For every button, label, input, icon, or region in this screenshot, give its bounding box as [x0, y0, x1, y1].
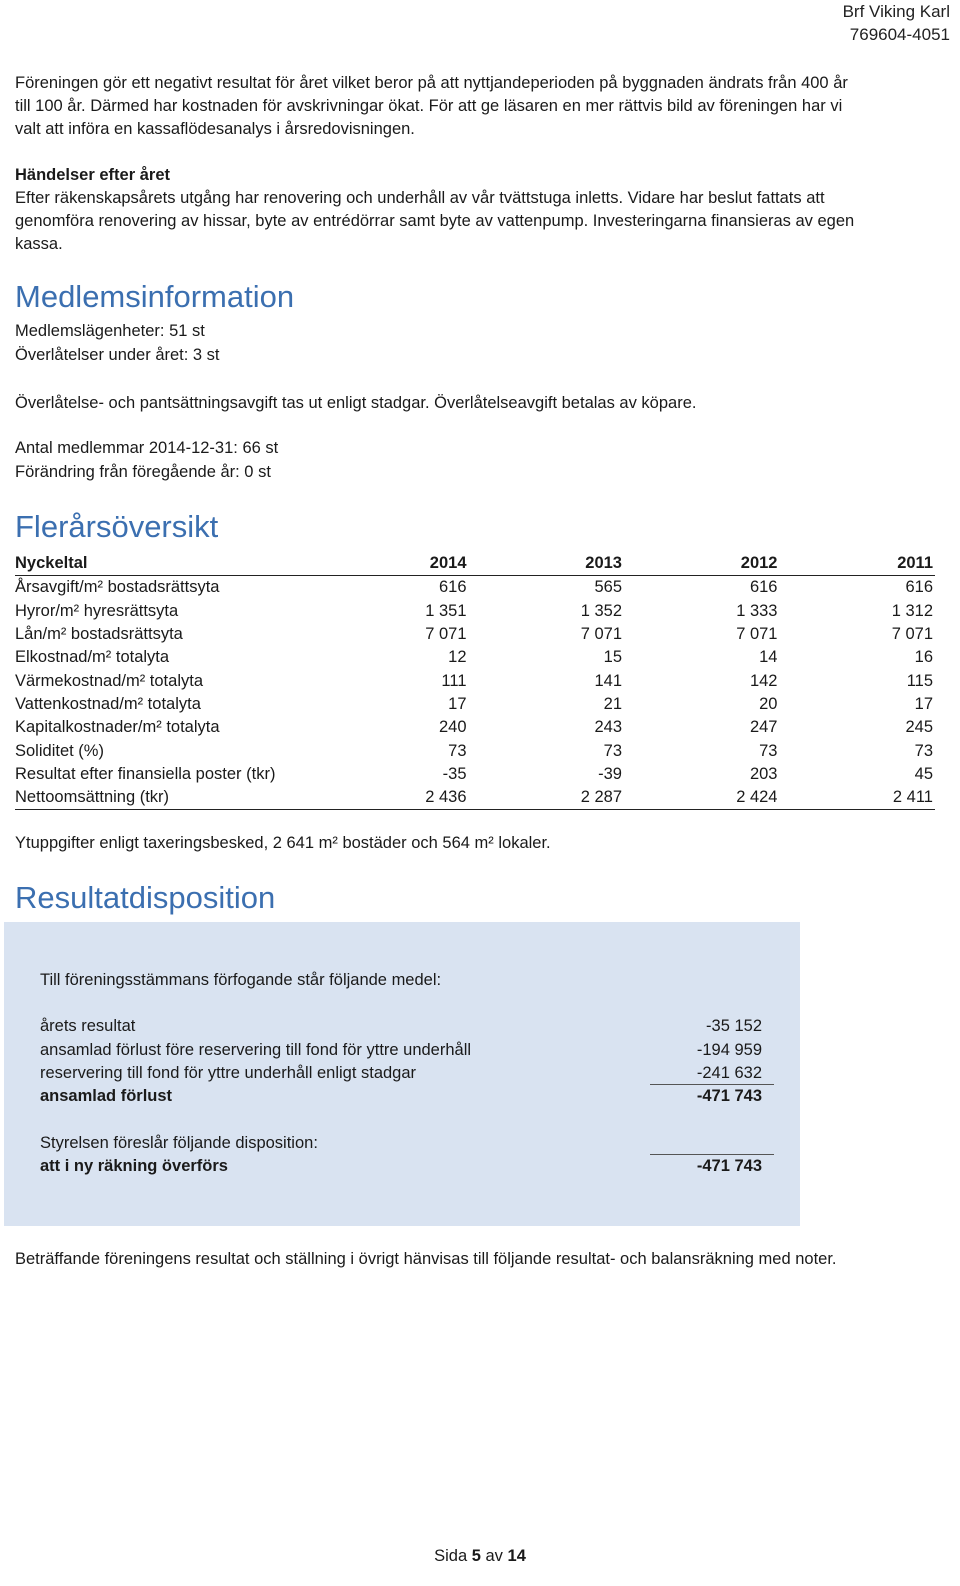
row-label: Hyror/m² hyresrättsyta: [15, 601, 179, 620]
table-row: [15, 600, 935, 623]
cell-value: 16: [914, 648, 933, 667]
row-label: Elkostnad/m² totalyta: [15, 648, 170, 667]
cell-value: 616: [749, 578, 778, 597]
cell-value: 45: [914, 764, 933, 783]
cell-value: 142: [749, 671, 778, 690]
cell-value: 17: [914, 694, 933, 713]
table-row: [15, 623, 935, 646]
table-row: [15, 786, 935, 810]
cell-value: 247: [749, 718, 778, 737]
cell-value: 21: [603, 694, 622, 713]
cell-value: 20: [759, 694, 778, 713]
cell-value: 12: [448, 648, 467, 667]
document-header: [843, 0, 950, 46]
table-header-row: [15, 552, 935, 576]
closing-text: Beträffande föreningens resultat och ställning i övrigt hänvisas till följande resultat- och balansräkning med noter.: [15, 1250, 837, 1268]
row-label: Årsavgift/m² bostadsrättsyta: [15, 578, 220, 597]
overview-table: [15, 552, 935, 810]
carry-label: att i ny räkning överförs: [40, 1157, 228, 1175]
row-label: Värmekostnad/m² totalyta: [15, 671, 203, 690]
column-header: Nyckeltal: [15, 552, 313, 576]
row-label: Soliditet (%): [15, 741, 104, 760]
disposition-title: Resultatdisposition: [15, 880, 276, 915]
cell-value: 73: [448, 741, 467, 760]
cell-value: 1 333: [736, 601, 778, 620]
row-label: Lån/m² bostadsrättsyta: [15, 625, 183, 644]
intro-line: valt att införa en kassaflödesanalys i årsredovisningen.: [15, 120, 415, 138]
row-label: Nettoomsättning (tkr): [15, 786, 313, 810]
cell-value: 141: [594, 671, 622, 690]
cell-value: 7 071: [425, 625, 467, 644]
cell-value: 1 352: [580, 601, 622, 620]
cell-value: 1 351: [425, 601, 467, 620]
table-row: [15, 693, 935, 716]
item-label: ansamlad förlust före reservering till fond för yttre underhåll: [40, 1041, 472, 1059]
page-number: 5: [471, 1547, 481, 1565]
events-line: kassa.: [15, 235, 63, 253]
members-change: Förändring från föregående år: 0 st: [15, 463, 271, 481]
table-row: [15, 763, 935, 786]
cell-value: 73: [914, 741, 933, 760]
item-label: ansamlad förlust: [40, 1087, 173, 1105]
table-row: [15, 669, 935, 692]
carry-amount: -471 743: [696, 1157, 762, 1175]
table-row: [15, 576, 935, 600]
disposition-item: [40, 1062, 762, 1085]
members-fees: Överlåtelse- och pantsättningsavgift tas ut enligt stadgar. Överlåtelseavgift betalas av köpare.: [15, 394, 697, 412]
table-row: [15, 716, 935, 739]
cell-value: 2 436: [313, 786, 468, 810]
events-line: Efter räkenskapsårets utgång har renovering och underhåll av vår tvättstuga inletts. Vidare har beslut fattats att: [15, 189, 825, 207]
cell-value: 2 287: [469, 786, 624, 810]
intro-line: Föreningen gör ett negativt resultat för året vilket beror på att nyttjandeperioden på byggnaden ändrats från 400 år: [15, 74, 848, 92]
members-title: Medlemsinformation: [15, 279, 295, 314]
disposition-proposal: Styrelsen föreslår följande disposition:: [40, 1134, 318, 1152]
item-label: årets resultat: [40, 1017, 136, 1035]
cell-value: 73: [603, 741, 622, 760]
overview-title: Flerårsöversikt: [15, 509, 219, 544]
cell-value: -35: [442, 764, 467, 783]
cell-value: 1 312: [891, 601, 933, 620]
cell-value: 2 424: [624, 786, 779, 810]
item-amount: -35 152: [706, 1017, 762, 1035]
cell-value: 14: [759, 648, 778, 667]
row-label: Vattenkostnad/m² totalyta: [15, 694, 201, 713]
page-total: 14: [507, 1547, 526, 1565]
members-transfers: Överlåtelser under året: 3 st: [15, 346, 220, 364]
column-header: 2012: [624, 552, 779, 576]
events-heading: Händelser efter året: [15, 166, 170, 184]
cell-value: 245: [905, 718, 933, 737]
cell-value: 616: [438, 578, 467, 597]
cell-value: 616: [905, 578, 933, 597]
cell-value: 2 411: [779, 786, 935, 810]
cell-value: 565: [594, 578, 622, 597]
disposition-item: [40, 1015, 762, 1038]
footer-mid: av: [480, 1547, 508, 1565]
cell-value: 115: [906, 671, 933, 690]
column-header: 2013: [469, 552, 624, 576]
column-header: 2014: [313, 552, 468, 576]
row-label: Kapitalkostnader/m² totalyta: [15, 718, 220, 737]
org-name: Brf Viking Karl: [842, 2, 950, 21]
org-number: 769604-4051: [849, 25, 950, 44]
footer-prefix: Sida: [434, 1547, 472, 1565]
disposition-intro: Till föreningsstämmans förfogande står följande medel:: [40, 971, 442, 989]
cell-value: 111: [441, 671, 467, 690]
cell-value: -39: [598, 764, 622, 783]
row-label: Resultat efter finansiella poster (tkr): [15, 764, 276, 783]
cell-value: 7 071: [580, 625, 622, 644]
cell-value: 7 071: [736, 625, 778, 644]
cell-value: 243: [594, 718, 622, 737]
disposition-item: [40, 1039, 762, 1062]
cell-value: 240: [438, 718, 467, 737]
events-line: genomföra renovering av hissar, byte av entrédörrar samt byte av vattenpump. Investeringarna finansieras av egen: [15, 212, 855, 230]
item-amount: -471 743: [696, 1087, 762, 1105]
cell-value: 15: [603, 648, 622, 667]
disposition-total: [40, 1085, 762, 1108]
overview-footnote: Ytuppgifter enligt taxeringsbesked, 2 641 m² bostäder och 564 m² lokaler.: [15, 834, 551, 852]
column-header: 2011: [779, 552, 935, 576]
intro-line: till 100 år. Därmed har kostnaden för avskrivningar ökat. För att ge läsaren en mer rättvis bild av föreningen har vi: [15, 97, 843, 115]
item-amount: -241 632: [696, 1064, 762, 1082]
cell-value: 7 071: [891, 625, 933, 644]
item-label: reservering till fond för yttre underhåll enligt stadgar: [40, 1064, 417, 1082]
cell-value: 17: [448, 694, 467, 713]
table-row: [15, 739, 935, 762]
members-apartments: Medlemslägenheter: 51 st: [15, 322, 205, 340]
cell-value: 73: [759, 741, 778, 760]
table-row: [15, 646, 935, 669]
disposition-carry: [40, 1155, 762, 1178]
page-footer: [0, 1547, 960, 1566]
item-amount: -194 959: [696, 1041, 762, 1059]
cell-value: 203: [749, 764, 778, 783]
members-count: Antal medlemmar 2014-12-31: 66 st: [15, 439, 279, 457]
